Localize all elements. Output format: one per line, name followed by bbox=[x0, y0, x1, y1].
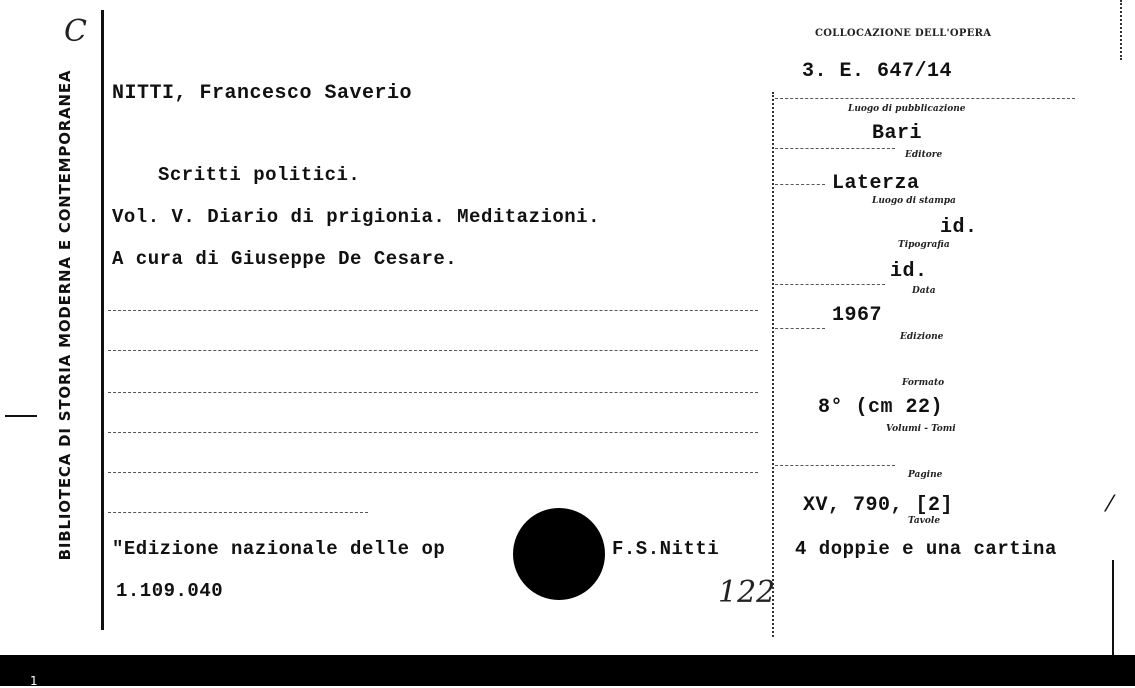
author-heading: NITTI, Francesco Saverio bbox=[112, 82, 413, 105]
panel-separator bbox=[772, 92, 774, 637]
value-place-of-printing: id. bbox=[940, 216, 978, 239]
label-publisher: Editore bbox=[905, 150, 943, 160]
label-date: Data bbox=[912, 286, 936, 296]
label-plates: Tavole bbox=[908, 516, 941, 526]
ruled-line bbox=[108, 472, 758, 473]
value-printer: id. bbox=[890, 260, 928, 283]
inventory-number: 1.109.040 bbox=[116, 580, 224, 602]
series-note-tail: F.S.Nitti bbox=[612, 538, 720, 560]
shelfmark-header: COLLOCAZIONE DELL'OPERA bbox=[815, 28, 992, 39]
label-place-of-publication: Luogo di pubblicazione bbox=[848, 104, 966, 114]
label-volumes: Volumi - Tomi bbox=[886, 424, 956, 434]
handwritten-number: 122 bbox=[718, 575, 776, 610]
value-date: 1967 bbox=[832, 304, 883, 327]
ruled-line bbox=[108, 392, 758, 393]
ruled-line bbox=[775, 148, 895, 149]
label-edition: Edizione bbox=[900, 332, 944, 342]
left-rule bbox=[101, 10, 104, 630]
scan-edge-band bbox=[0, 655, 1135, 686]
value-place-of-publication: Bari bbox=[872, 122, 923, 145]
ruled-line bbox=[775, 284, 885, 285]
ruled-line bbox=[108, 350, 758, 351]
bottom-tick: 1 bbox=[30, 674, 38, 688]
value-format: 8° (cm 22) bbox=[818, 396, 944, 419]
title-line-1: Scritti politici. bbox=[158, 164, 361, 186]
ruled-line bbox=[775, 98, 1075, 99]
right-edge-marks bbox=[1120, 0, 1122, 60]
ruled-line bbox=[775, 328, 825, 329]
series-note: "Edizione nazionale delle op bbox=[112, 538, 446, 560]
edge-mark: ⁄ bbox=[1108, 492, 1112, 517]
margin-tick bbox=[5, 415, 37, 417]
shelfmark-value: 3. E. 647/14 bbox=[802, 60, 953, 83]
label-printer: Tipografia bbox=[898, 240, 950, 250]
title-line-2: Vol. V. Diario di prigionia. Meditazioni. bbox=[112, 206, 600, 228]
right-edge-rule bbox=[1112, 560, 1114, 655]
institution-sidebar-label: BIBLIOTECA DI STORIA MODERNA E CONTEMPORANEA bbox=[56, 69, 74, 561]
value-pages: XV, 790, [2] bbox=[803, 494, 954, 517]
ruled-line bbox=[775, 465, 895, 466]
ruled-line bbox=[108, 432, 758, 433]
title-line-3: A cura di Giuseppe De Cesare. bbox=[112, 248, 458, 270]
value-publisher: Laterza bbox=[832, 172, 920, 195]
ruled-line bbox=[775, 184, 825, 185]
label-format: Formato bbox=[902, 378, 945, 388]
punch-hole-blot bbox=[513, 508, 605, 600]
ruled-line bbox=[108, 310, 758, 311]
ruled-line bbox=[108, 512, 368, 513]
label-pages: Pagine bbox=[908, 470, 943, 480]
plates-note: 4 doppie e una cartina bbox=[795, 538, 1057, 560]
label-place-of-printing: Luogo di stampa bbox=[872, 196, 956, 206]
corner-mark: C bbox=[64, 14, 87, 49]
